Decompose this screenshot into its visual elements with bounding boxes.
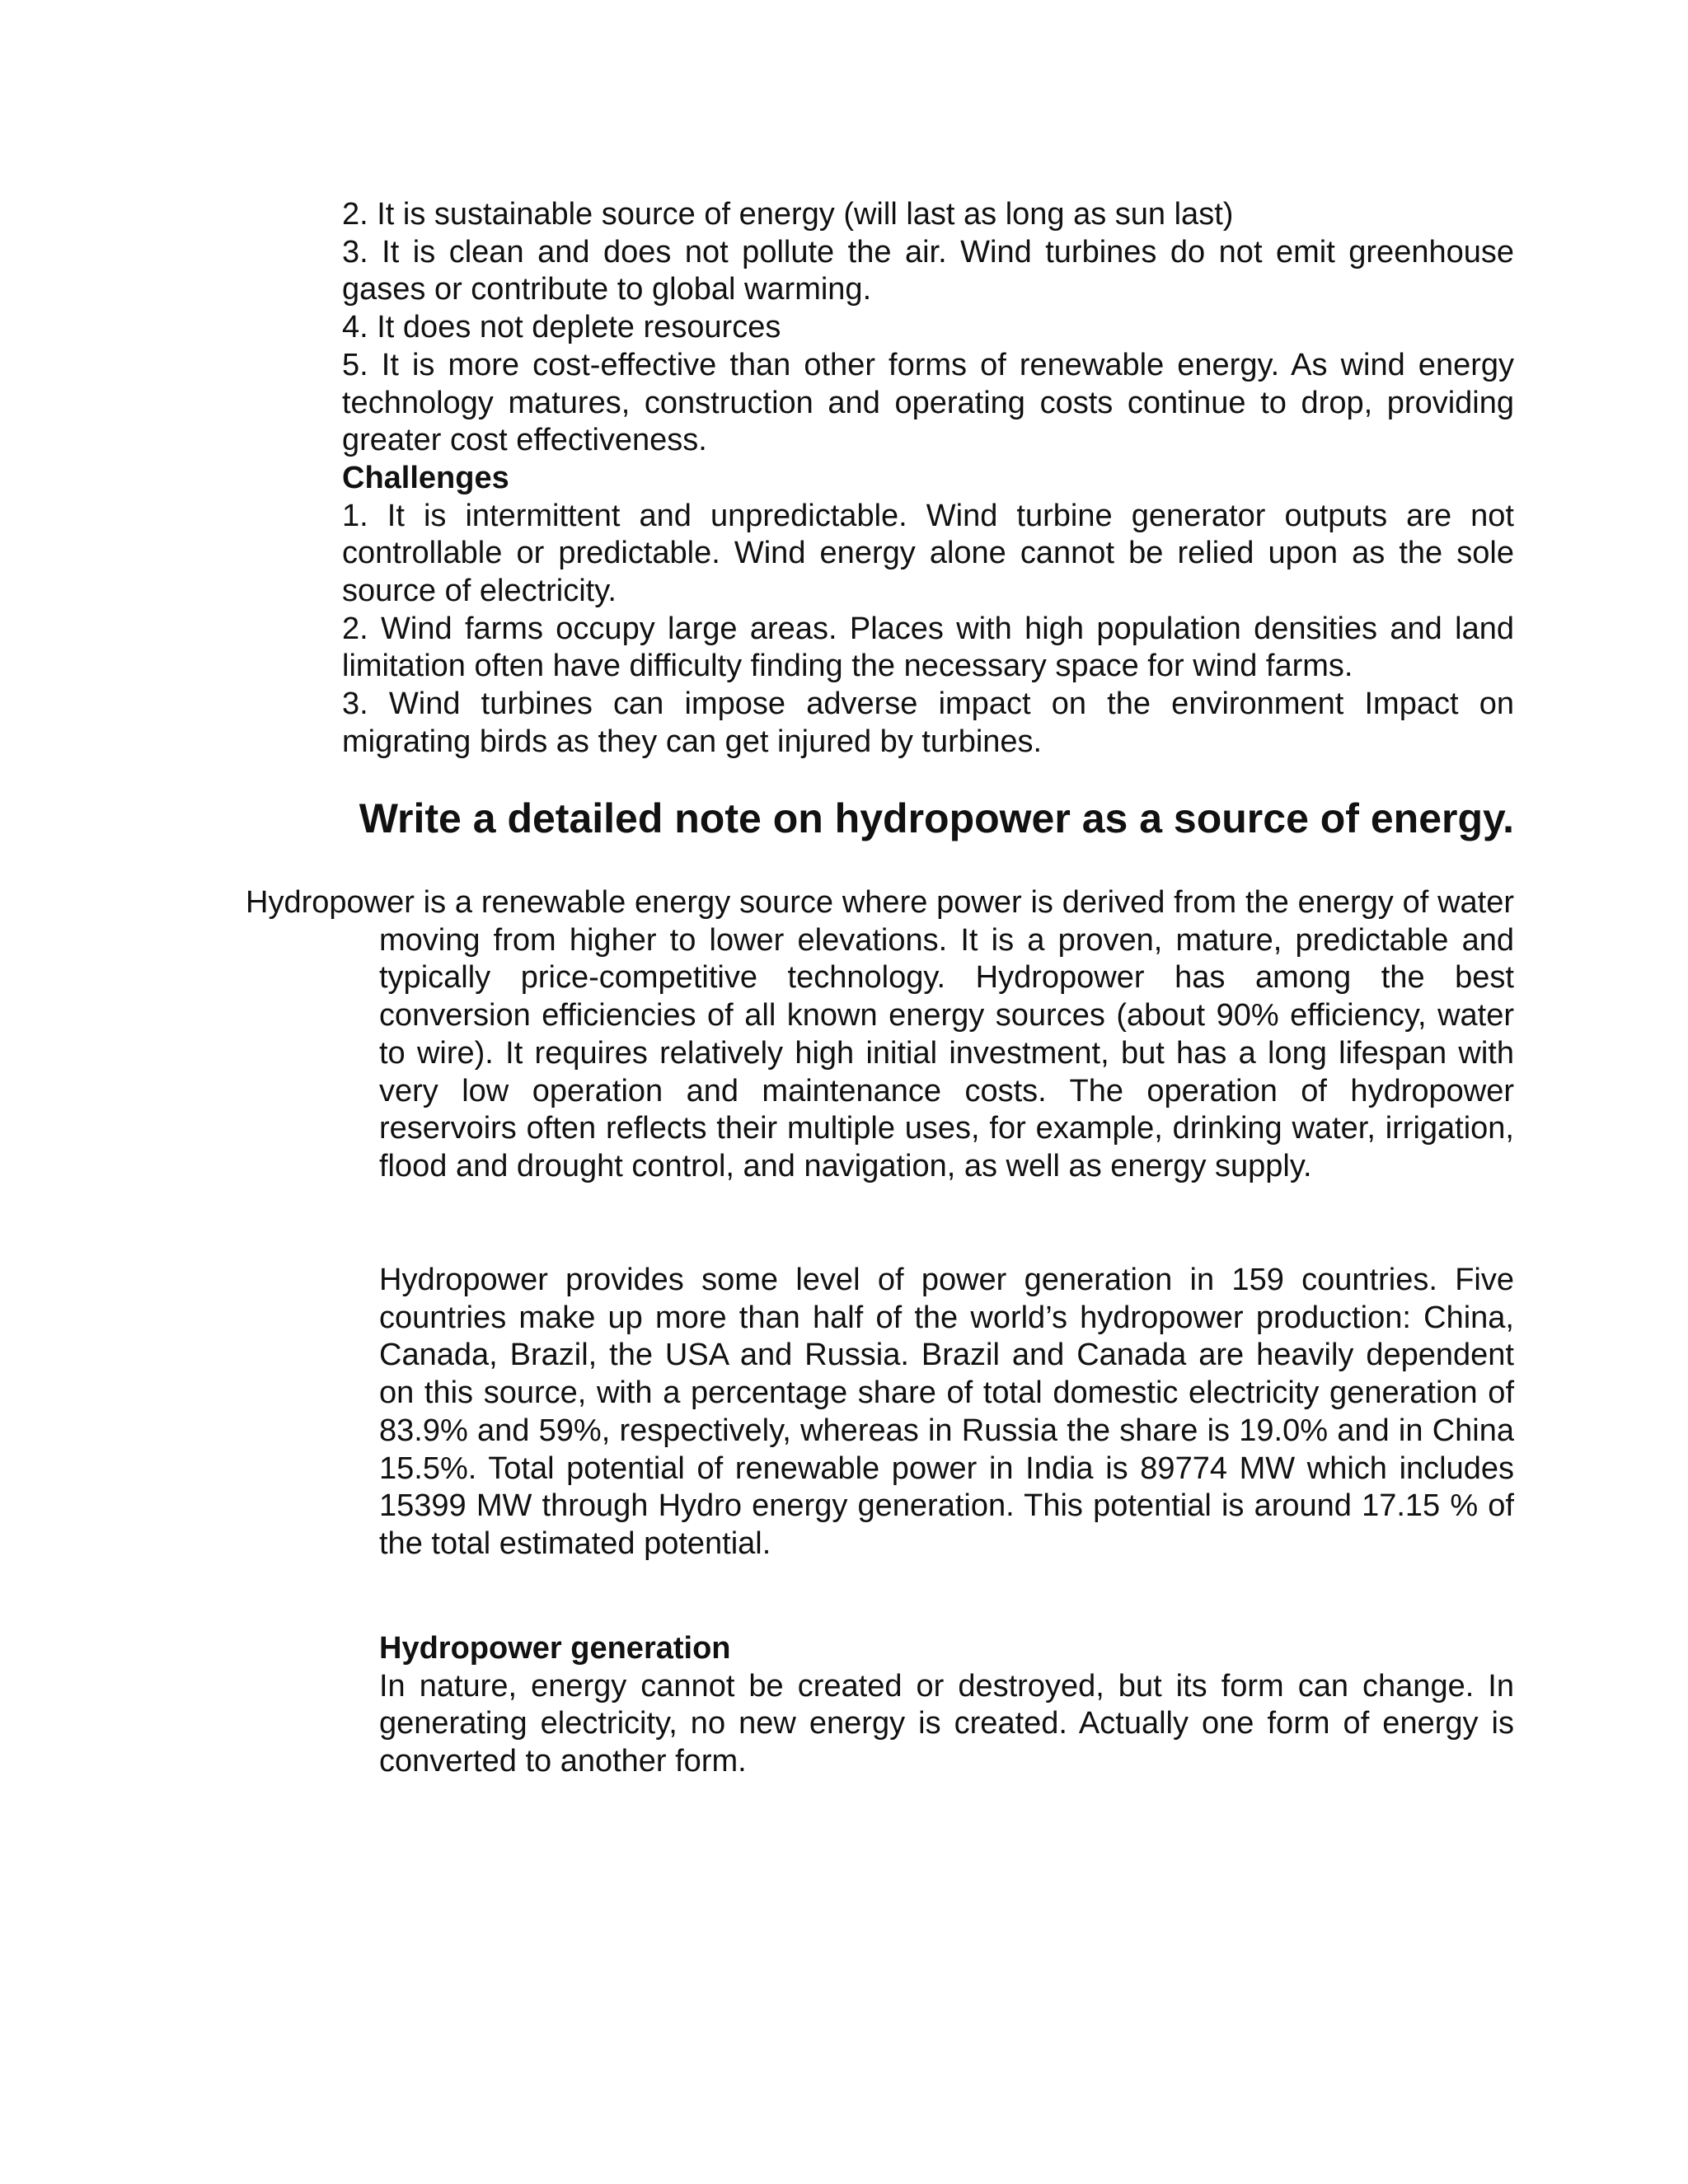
challenge-item: 2. Wind farms occupy large areas. Places with high population densities and land limitation often have difficulty finding the necessary space for wind farms. — [342, 611, 1514, 684]
hydropower-generation-paragraph: In nature, energy cannot be created or destroyed, but its form can change. In generating electricity, no new energy is created. Actually one form of energy is converted to another form. — [379, 1668, 1514, 1779]
advantage-item: 2. It is sustainable source of energy (will last as long as sun last) — [342, 197, 1234, 232]
question-heading: Write a detailed note on hydropower as a source of energy. — [359, 795, 1514, 841]
advantage-item: 3. It is clean and does not pollute the air. Wind turbines do not emit greenhouse gases or contribute to global warming. — [342, 234, 1514, 307]
challenge-item: 1. It is intermittent and unpredictable. Wind turbine generator outputs are not controllable or predictable. Wind energy alone cannot be relied upon as the sole source of electricity. — [342, 498, 1514, 609]
hydropower-statistics — [379, 1262, 1514, 1563]
hydropower-generation-section — [379, 1630, 1514, 1781]
challenge-item: 3. Wind turbines can impose adverse impact on the environment Impact on migrating birds as they can get injured by turbines. — [342, 687, 1514, 759]
hydropower-statistics-paragraph: Hydropower provides some level of power generation in 159 countries. Five countries make up more than half of the world’s hydropower production: China, Canada, Brazil, the USA and Russia. Brazil and Canada are heavily dependent on this source, with a percentage share of total domestic electricity generation of 83.9% and 59%, respectively, whereas in Russia the share is 19.0% and in China 15.5%. Total potential of renewable power in India is 89774 MW which includes 15399 MW through Hydro energy generation. This potential is around 17.15 % of the total estimated potential. — [379, 1263, 1514, 1561]
hydropower-intro-paragraph: Hydropower is a renewable energy source where power is derived from the energy of water moving from higher to lower elevations. It is a proven, mature, predictable and typically price-competitive technology. Hydropower has among the best conversion efficiencies of all known energy sources (about 90% efficiency, water to wire). It requires relatively high initial investment, but has a long lifespan with very low operation and maintenance costs. The operation of hydropower reservoirs often reflects their multiple uses, for example, drinking water, irrigation, flood and drought control, and navigation, as well as energy supply. — [246, 885, 1514, 1183]
hydropower-intro — [246, 884, 1514, 1186]
wind-energy-section — [342, 196, 1514, 762]
advantage-item: 5. It is more cost-effective than other forms of renewable energy. As wind energy technology matures, construction and operating costs continue to drop, providing greater cost effectiveness. — [342, 347, 1514, 458]
hydropower-generation-heading: Hydropower generation — [379, 1631, 731, 1666]
challenges-heading: Challenges — [342, 460, 509, 495]
advantage-item: 4. It does not deplete resources — [342, 310, 781, 345]
